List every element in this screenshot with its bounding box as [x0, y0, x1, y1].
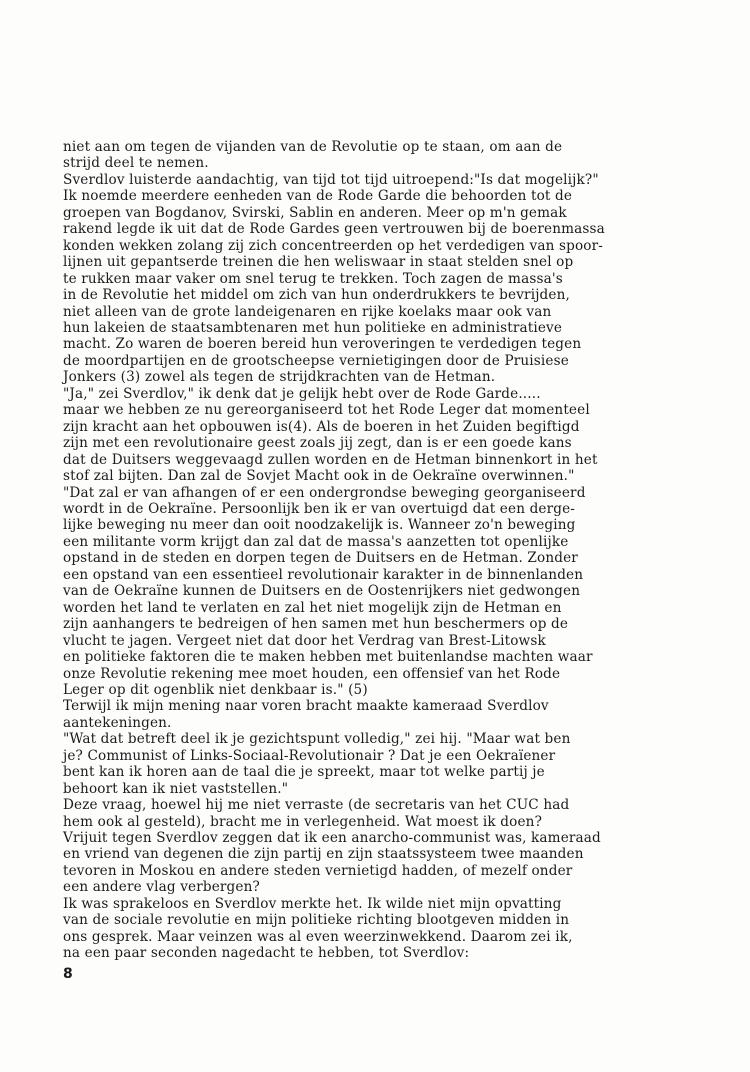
text-line: Deze vraag, hoewel hij me niet verraste (de secretaris van het CUC had — [63, 797, 570, 814]
text-line: groepen van Bogdanov, Svirski, Sablin en anderen. Meer op m'n gemak — [63, 204, 567, 221]
text-line: Ik noemde meerdere eenheden van de Rode Garde die behoorden tot de — [63, 188, 573, 205]
text-line: ons gesprek. Maar veinzen was al even weerzinwekkend. Daarom zei ik, — [63, 928, 573, 945]
text-line: Vrijuit tegen Sverdlov zeggen dat ik een anarcho-communist was, kameraad — [63, 830, 601, 847]
text-line: Sverdlov luisterde aandachtig, van tijd tot tijd uitroepend:"Is dat mogelijk?" — [63, 171, 599, 188]
text-line: en vriend van degenen die zijn partij en zijn staatssysteem twee maanden — [63, 846, 584, 863]
text-line: vlucht te jagen. Vergeet niet dat door het Verdrag van Brest-Litowsk — [63, 632, 546, 649]
text-line: zijn aanhangers te bedreigen of hen samen met hun beschermers op de — [63, 616, 569, 633]
text-line: niet alleen van de grote landeigenaren en rijke koelaks maar ook van — [63, 303, 552, 320]
text-line: opstand in de steden en dorpen tegen de Duitsers en de Hetman. Zonder — [63, 550, 578, 567]
text-line: een opstand van een essentieel revolutionair karakter in de binnenlanden — [63, 566, 584, 583]
text-line: wordt in de Oekraïne. Persoonlijk ben ik er van overtuigd dat een derge- — [63, 500, 576, 517]
text-line: Jonkers (3) zowel als tegen de strijdkrachten van de Hetman. — [63, 369, 496, 386]
text-line: "Ja," zei Sverdlov," ik denk dat je gelijk hebt over de Rode Garde..... — [63, 385, 541, 402]
text-line: dat de Duitsers weggevaagd zullen worden en de Hetman binnenkort in het — [63, 451, 598, 468]
text-line: maar we hebben ze nu gereorganiseerd tot het Rode Leger dat momenteel — [63, 402, 590, 419]
text-line: te rukken maar vaker om snel terug te trekken. Toch zagen de massa's — [63, 270, 563, 287]
text-line: "Dat zal er van afhangen of er een ondergrondse beweging georganiseerd — [63, 484, 586, 501]
text-line: zijn met een revolutionaire geest zoals jij zegt, dan is er een goede kans — [63, 435, 572, 452]
text-line: zijn kracht aan het opbouwen is(4). Als de boeren in het Zuiden begiftigd — [63, 418, 580, 435]
text-line: bent kan ik horen aan de taal die je spreekt, maar tot welke partij je — [63, 764, 545, 781]
text-line: lijke beweging nu meer dan ooit noodzakelijk is. Wanneer zo'n beweging — [63, 517, 576, 534]
text-line: "Wat dat betreft deel ik je gezichtspunt volledig," zei hij. "Maar wat ben — [63, 731, 571, 748]
text-line: aantekeningen. — [63, 714, 172, 731]
text-line: van de Oekraïne kunnen de Duitsers en de Oostenrijkers niet gedwongen — [63, 583, 581, 600]
text-line: na een paar seconden nagedacht te hebben, tot Sverdlov: — [63, 945, 470, 962]
text-line: niet aan om tegen de vijanden van de Revolutie op te staan, om aan de — [63, 139, 563, 155]
text-line: een militante vorm krijgt dan zal dat de massa's aanzetten tot openlijke — [63, 533, 569, 550]
text-line: een andere vlag verbergen? — [63, 879, 260, 896]
text-line: de moordpartijen en de grootscheepse vernietigingen door de Pruisiese — [63, 352, 569, 369]
text-line: Leger op dit ogenblik niet denkbaar is." (5) — [63, 681, 368, 698]
text-line: konden wekken zolang zij zich concentreerden op het verdedigen van spoor- — [63, 237, 604, 254]
text-line: strijd deel te nemen. — [63, 155, 209, 172]
text-line: stof zal bijten. Dan zal de Sovjet Macht ook in de Oekraïne overwinnen." — [63, 468, 575, 485]
text-line: rakend legde ik uit dat de Rode Gardes geen vertrouwen bij de boerenmassa — [63, 221, 605, 238]
text-line: en politieke faktoren die te maken hebben met buitenlandse machten waar — [63, 649, 593, 666]
text-line: van de sociale revolutie en mijn politieke richting blootgeven midden in — [63, 912, 570, 929]
text-line: hem ook al gesteld), bracht me in verlegenheid. Wat moest ik doen? — [63, 813, 543, 830]
text-line: Ik was sprakeloos en Sverdlov merkte het. Ik wilde niet mijn opvatting — [63, 895, 562, 912]
text-line: in de Revolutie het middel om zich van hun onderdrukkers te bevrijden, — [63, 287, 570, 304]
text-line: tevoren in Moskou en andere steden vernietigd hadden, of mezelf onder — [63, 862, 573, 879]
text-line: hun lakeien de staatsambtenaren met hun politieke en administratieve — [63, 319, 563, 336]
text-line: macht. Zo waren de boeren bereid hun veroveringen te verdedigen tegen — [63, 336, 582, 353]
body-text — [63, 139, 703, 962]
text-line: je? Communist of Links-Sociaal-Revolutionair ? Dat je een Oekraïener — [63, 747, 556, 764]
page-number: 8 — [63, 966, 73, 982]
text-line: behoort kan ik niet vaststellen." — [63, 780, 289, 797]
text-line: onze Revolutie rekening mee moet houden, een offensief van het Rode — [63, 665, 561, 682]
text-line: worden het land te verlaten en zal het niet mogelijk zijn de Hetman en — [63, 599, 562, 616]
text-line: Terwijl ik mijn mening naar voren bracht maakte kameraad Sverdlov — [63, 698, 549, 715]
text-line: lijnen uit gepantserde treinen die hen weliswaar in staat stelden snel op — [63, 254, 574, 271]
